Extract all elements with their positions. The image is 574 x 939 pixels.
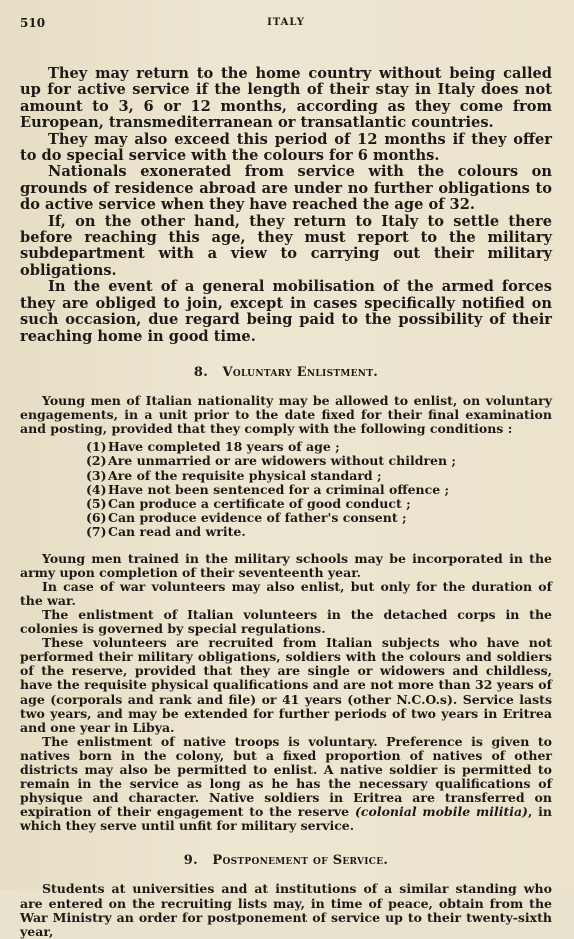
paragraph: The enlistment of Italian volunteers in the detached corps in the colonies is governed by special regulations. [20, 606, 552, 637]
section-heading-voluntary-enlistment [20, 365, 552, 380]
paragraph: They may also exceed this period of 12 months if they offer to do special service with the colours for 6 months. [20, 130, 552, 165]
paragraph: In case of war volunteers may also enlist, but only for the duration of the war. [20, 578, 552, 608]
running-head: ITALY [267, 17, 305, 28]
list-item: (1) Have completed 18 years of age ; [86, 439, 340, 455]
list-item: (3) Are of the requisite physical standard ; [86, 467, 382, 483]
paragraph: These volunteers are recruited from Italian subjects who have not performed their military obligations, soldiers with the colours and soldiers of the reserve, provided that they are single or widowers and childless, have the requisite physical qualifications and are not more than 32 years of age (corporals and rank and file) or 41 years (other N.C.O.s). Service lasts two years, and may be extended for further periods of two years in Eritrea and one year in Libya. [20, 635, 552, 735]
section-number: 8. [193, 364, 209, 380]
list-item: (7) Can read and write. [86, 524, 246, 540]
page-number: 510 [20, 16, 46, 30]
paragraph: Nationals exonerated from service with the colours on grounds of residence abroad are under no further obligations to do active service when they have reached the age of 32. [20, 163, 552, 214]
page-header [20, 14, 552, 36]
section-title: Postponement of Service. [212, 853, 389, 869]
paragraph: The enlistment of native troops is voluntary. Preference is given to natives born in the colony, but a fixed proportion of natives of other districts may also be permitted to enlist. A native soldier is permitted to remain in the service as long as he has the necessary qualifications of physique and character. Native soldiers in Eritrea are transferred on expiration of their engagement to the reserve (colonial mobile militia), in which they serve until unfit for military service. [20, 733, 552, 834]
italic-term: (colonial mobile militia) [354, 804, 528, 820]
voluntary-enlistment-section [20, 394, 552, 834]
paragraph: If, on the other hand, they return to Italy to settle there before reaching this age, they must report to the military subdepartment with a view to carrying out their military obligations. [20, 212, 552, 279]
list-item: (4) Have not been sentenced for a criminal offence ; [86, 481, 450, 497]
paragraph: Young men of Italian nationality may be allowed to enlist, on voluntary engagements, in a unit prior to the date fixed for their final examination and posting, provided that they comply with the following conditions : [20, 392, 552, 437]
list-item: (5) Can produce a certificate of good conduct ; [86, 496, 411, 511]
paragraph: They may return to the home country without being called up for active service if the length of their stay in Italy does not amount to 3, 6 or 12 months, according as they come from European, transmediterranean or transatlantic countries. [20, 65, 552, 132]
paragraph: Young men trained in the military schools may be incorporated in the army upon completion of their seventeenth year. [20, 550, 552, 580]
list-item: (6) Can produce evidence of father's consent ; [86, 510, 407, 526]
continued-section [20, 66, 552, 345]
paragraph: Students at universities and at institutions of a similar standing who are entered on the recruiting lists may, in time of peace, obtain from the War Ministry an order for postponement of service up to their twenty-sixth year, [20, 881, 552, 939]
postponement-section [20, 882, 552, 938]
section-heading-postponement [20, 853, 552, 868]
section-title: Voluntary Enlistment. [222, 364, 379, 380]
list-item: (2) Are unmarried or are widowers without children ; [86, 453, 457, 469]
section-number: 9. [183, 853, 198, 869]
conditions-list [86, 440, 552, 539]
paragraph: In the event of a general mobilisation of the armed forces they are obliged to join, except in cases specifically notified on such occasion, due regard being paid to the possibility of their reaching home in good time. [20, 278, 552, 345]
